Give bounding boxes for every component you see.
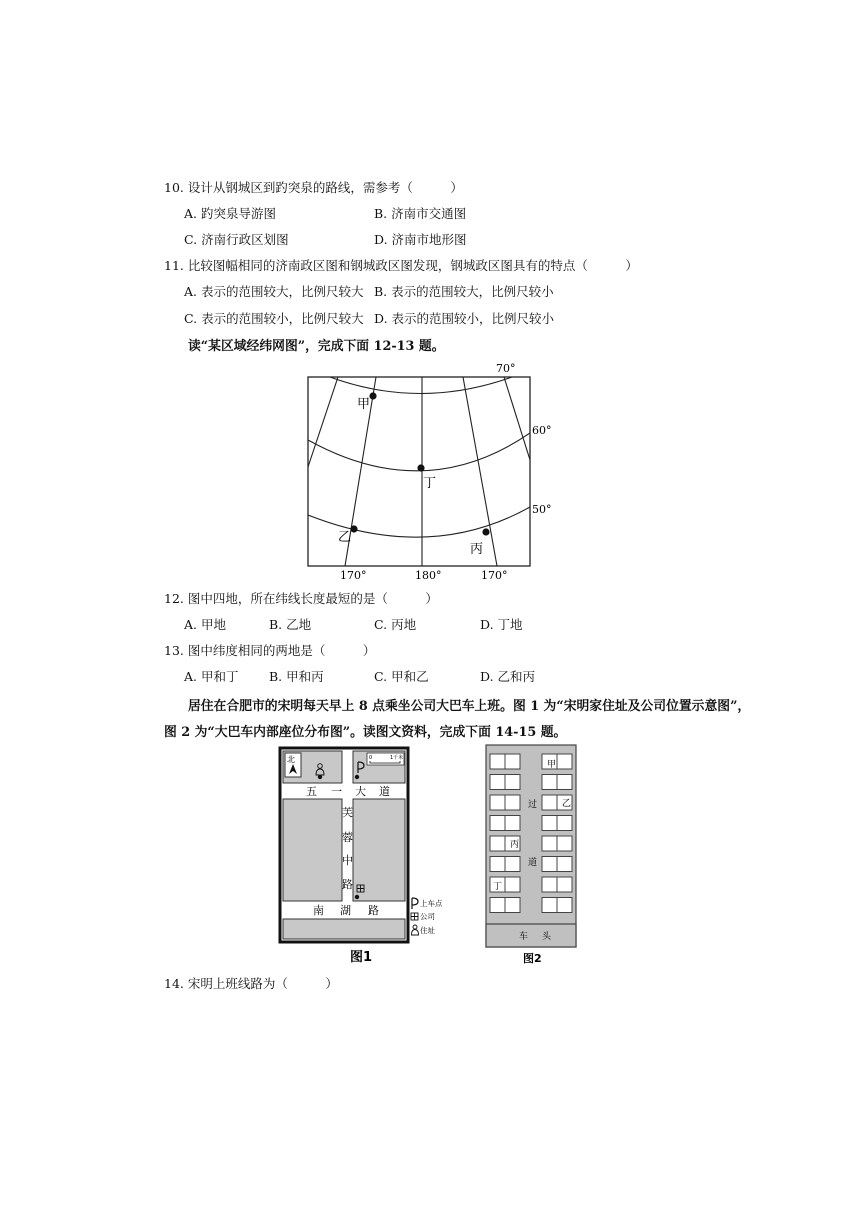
bus-seat <box>490 857 505 872</box>
graticule-map <box>290 355 570 585</box>
home-location-dot <box>318 775 322 779</box>
road-wuyi-char-3: 大 <box>355 785 366 798</box>
bus-seat <box>542 775 557 790</box>
road-furong-char-1: 芙 <box>342 806 353 819</box>
q12-option-c: C. 丙地 <box>374 617 417 632</box>
q11-option-b: B. 表示的范围较大，比例尺较小 <box>374 284 554 299</box>
q11-stem: 11. 比较图幅相同的济南政区图和钢城政区图发现，钢城政区图具有的特点（ ） <box>164 258 638 273</box>
q10-option-a: A. 趵突泉导游图 <box>184 206 276 221</box>
bus-seat <box>490 816 505 831</box>
figure1-caption: 图1 <box>350 950 373 965</box>
bus-seat <box>490 836 505 851</box>
road-wuyi-char-2: 一 <box>331 785 342 798</box>
bus-seat <box>557 754 572 769</box>
aisle-char-2: 道 <box>528 858 538 868</box>
bus-seat <box>505 877 520 892</box>
north-label: 北 <box>287 755 295 764</box>
legend-bus-stop-label: 上车点 <box>420 899 443 908</box>
front-char-2: 头 <box>542 932 552 942</box>
q12-option-a: A. 甲地 <box>184 617 226 632</box>
intro-14-15-line1: 居住在合肥市的宋明每天早上 8 点乘坐公司大巴车上班。图 1 为“宋明家住址及公司位置示意图”， <box>188 699 751 714</box>
road-nanhu-char-1: 南 <box>313 904 324 917</box>
point-yi <box>350 525 357 532</box>
scale-start: 0 <box>369 755 373 761</box>
q10-option-c: C. 济南行政区划图 <box>184 232 289 247</box>
bus-seat <box>505 816 520 831</box>
q10-stem: 10. 设计从钢城区到趵突泉的路线，需参考（ ） <box>164 180 463 195</box>
figure2-bus-seating <box>484 744 580 969</box>
legend-home-label: 住址 <box>420 926 435 935</box>
bus-seat <box>505 898 520 913</box>
front-char-1: 车 <box>519 932 529 942</box>
legend-bus-stop-icon <box>412 898 418 909</box>
bus-seat <box>542 836 557 851</box>
lat-label-70: 70° <box>496 362 516 375</box>
seat-label-jia: 甲 <box>547 760 557 770</box>
bus-seat <box>557 877 572 892</box>
q13-stem: 13. 图中纬度相同的两地是（ ） <box>164 643 376 658</box>
q11-option-c: C. 表示的范围较小，比例尺较大 <box>184 311 364 326</box>
lat-label-60: 60° <box>532 424 552 437</box>
label-jia: 甲 <box>357 397 371 412</box>
q11-option-a: A. 表示的范围较大，比例尺较大 <box>184 284 364 299</box>
label-yi: 乙 <box>338 530 352 545</box>
bus-seat <box>557 775 572 790</box>
q13-option-c: C. 甲和乙 <box>374 669 429 684</box>
bus-seat <box>505 795 520 810</box>
q12-stem: 12. 图中四地，所在纬线长度最短的是（ ） <box>164 591 438 606</box>
legend-company-icon <box>411 913 418 920</box>
q13-option-b: B. 甲和丙 <box>269 669 324 684</box>
bus-seat <box>505 775 520 790</box>
block-mid-left <box>283 799 342 901</box>
seat-label-yi: 乙 <box>562 799 572 809</box>
q12-option-d: D. 丁地 <box>480 617 523 632</box>
lon-label-180: 180° <box>415 569 442 582</box>
lon-label-170e: 170° <box>481 569 508 582</box>
road-furong-char-4: 路 <box>342 878 353 891</box>
label-ding: 丁 <box>423 476 437 491</box>
bus-stop-dot <box>355 775 359 779</box>
legend-home-icon <box>412 925 419 935</box>
bus-seat <box>490 754 505 769</box>
legend-company-label: 公司 <box>420 912 435 921</box>
bus-seat <box>542 857 557 872</box>
q13-option-a: A. 甲和丁 <box>184 669 239 684</box>
scale-end: 1千米 <box>390 755 404 761</box>
meridian-right-edge <box>504 377 530 460</box>
road-furong-char-3: 中 <box>342 854 353 867</box>
bus-seat <box>557 898 572 913</box>
bus-seat <box>505 857 520 872</box>
point-ding <box>417 464 424 471</box>
parallel-70 <box>330 377 512 394</box>
bus-seat <box>490 898 505 913</box>
q11-option-d: D. 表示的范围较小，比例尺较小 <box>374 311 555 326</box>
bus-seat <box>557 816 572 831</box>
q10-option-d: D. 济南市地形图 <box>374 232 467 247</box>
company-location-dot <box>355 895 359 899</box>
bus-seat <box>490 795 505 810</box>
lat-label-50: 50° <box>532 503 552 516</box>
road-nanhu-char-2: 湖 <box>340 904 351 917</box>
label-bing: 丙 <box>470 542 484 557</box>
seat-label-ding: 丁 <box>493 882 503 892</box>
bus-seat <box>557 857 572 872</box>
road-wuyi-char-4: 道 <box>379 785 390 798</box>
road-nanhu-char-3: 路 <box>368 904 379 917</box>
point-jia <box>369 392 376 399</box>
q13-option-d: D. 乙和丙 <box>480 669 536 684</box>
bus-seat <box>542 816 557 831</box>
road-wuyi-char-1: 五 <box>306 785 317 798</box>
bus-seat <box>542 877 557 892</box>
intro-14-15-line2: 图 2 为“大巴车内部座位分布图”。读图文资料，完成下面 14-15 题。 <box>164 725 567 740</box>
bus-seat <box>490 775 505 790</box>
figure1-location-map <box>278 746 450 968</box>
figure2-caption: 图2 <box>523 952 542 965</box>
bus-front <box>486 924 576 947</box>
meridian-170e <box>463 377 497 566</box>
point-bing <box>482 528 489 535</box>
bus-seat <box>542 795 557 810</box>
q10-option-b: B. 济南市交通图 <box>374 206 467 221</box>
block-bottom <box>283 919 405 939</box>
bus-seat <box>505 754 520 769</box>
road-furong-char-2: 蓉 <box>342 831 353 844</box>
bus-seat <box>542 898 557 913</box>
intro-12-13: 读“某区域经纬网图”，完成下面 12-13 题。 <box>188 339 445 354</box>
q14-stem: 14. 宋明上班线路为（ ） <box>164 976 338 991</box>
bus-seat <box>557 836 572 851</box>
meridian-left-edge <box>308 377 338 467</box>
seat-label-bing: 丙 <box>510 840 520 850</box>
lon-label-170w: 170° <box>340 569 367 582</box>
q12-option-b: B. 乙地 <box>269 617 312 632</box>
aisle-char-1: 过 <box>528 800 538 810</box>
